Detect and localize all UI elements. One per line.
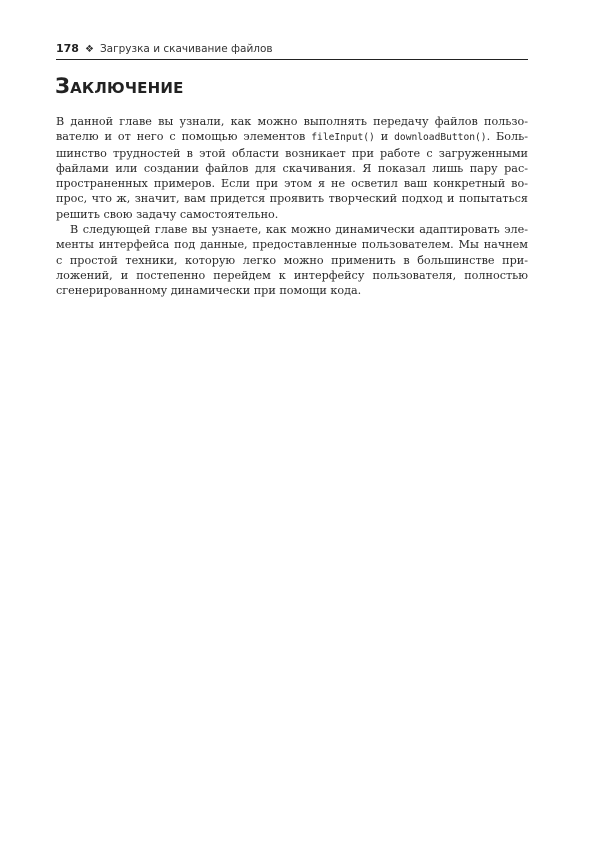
body-text bbox=[56, 114, 528, 299]
text-line bbox=[56, 222, 528, 237]
text-segment: сгенерированному динамически при помощи кода. bbox=[56, 284, 362, 298]
text-segment: вателю и от него с помощью элементов bbox=[56, 130, 312, 144]
text-line bbox=[56, 191, 528, 206]
text-line bbox=[56, 161, 528, 176]
inline-code: downloadButton() bbox=[394, 132, 487, 144]
text-line bbox=[56, 207, 528, 222]
text-line bbox=[56, 114, 528, 129]
text-segment: . Боль- bbox=[486, 130, 528, 144]
text-line bbox=[56, 129, 528, 145]
text-segment: с простой техники, которую легко можно применить в большинстве при- bbox=[56, 253, 528, 267]
text-segment: пространенных примеров. Если при этом я не осветил ваш конкретный во- bbox=[56, 177, 528, 191]
paragraph bbox=[56, 114, 528, 222]
page-number: 178 bbox=[56, 42, 79, 55]
section-title: Заключение bbox=[55, 74, 184, 98]
text-segment: прос, что ж, значит, вам придется проявить творческий подход и попытаться bbox=[56, 192, 528, 206]
text-segment: ложений, и постепенно перейдем к интерфейсу пользователя, полностью bbox=[56, 268, 528, 282]
text-line bbox=[56, 283, 528, 298]
text-segment: В следующей главе вы узнаете, как можно динамически адаптировать эле- bbox=[70, 223, 528, 237]
ornament-icon: ❖ bbox=[84, 44, 94, 55]
text-line bbox=[56, 268, 528, 283]
text-segment: шинство трудностей в этой области возникает при работе с загруженными bbox=[56, 146, 528, 160]
text-segment: и bbox=[374, 130, 395, 144]
text-segment: менты интерфейса под данные, предоставленные пользователем. Мы начнем bbox=[56, 238, 528, 252]
page-header bbox=[56, 42, 528, 60]
paragraph bbox=[56, 222, 528, 298]
text-segment: решить свою задачу самостоятельно. bbox=[56, 207, 279, 221]
text-line bbox=[56, 146, 528, 161]
inline-code: fileInput() bbox=[311, 132, 375, 144]
text-segment: В данной главе вы узнали, как можно выполнять передачу файлов пользо- bbox=[56, 115, 528, 128]
text-line bbox=[56, 253, 528, 268]
text-segment: файлами или создании файлов для скачивания. Я показал лишь пару рас- bbox=[56, 161, 528, 175]
text-line bbox=[56, 237, 528, 252]
text-line bbox=[56, 176, 528, 191]
running-title: Загрузка и скачивание файлов bbox=[99, 43, 273, 55]
